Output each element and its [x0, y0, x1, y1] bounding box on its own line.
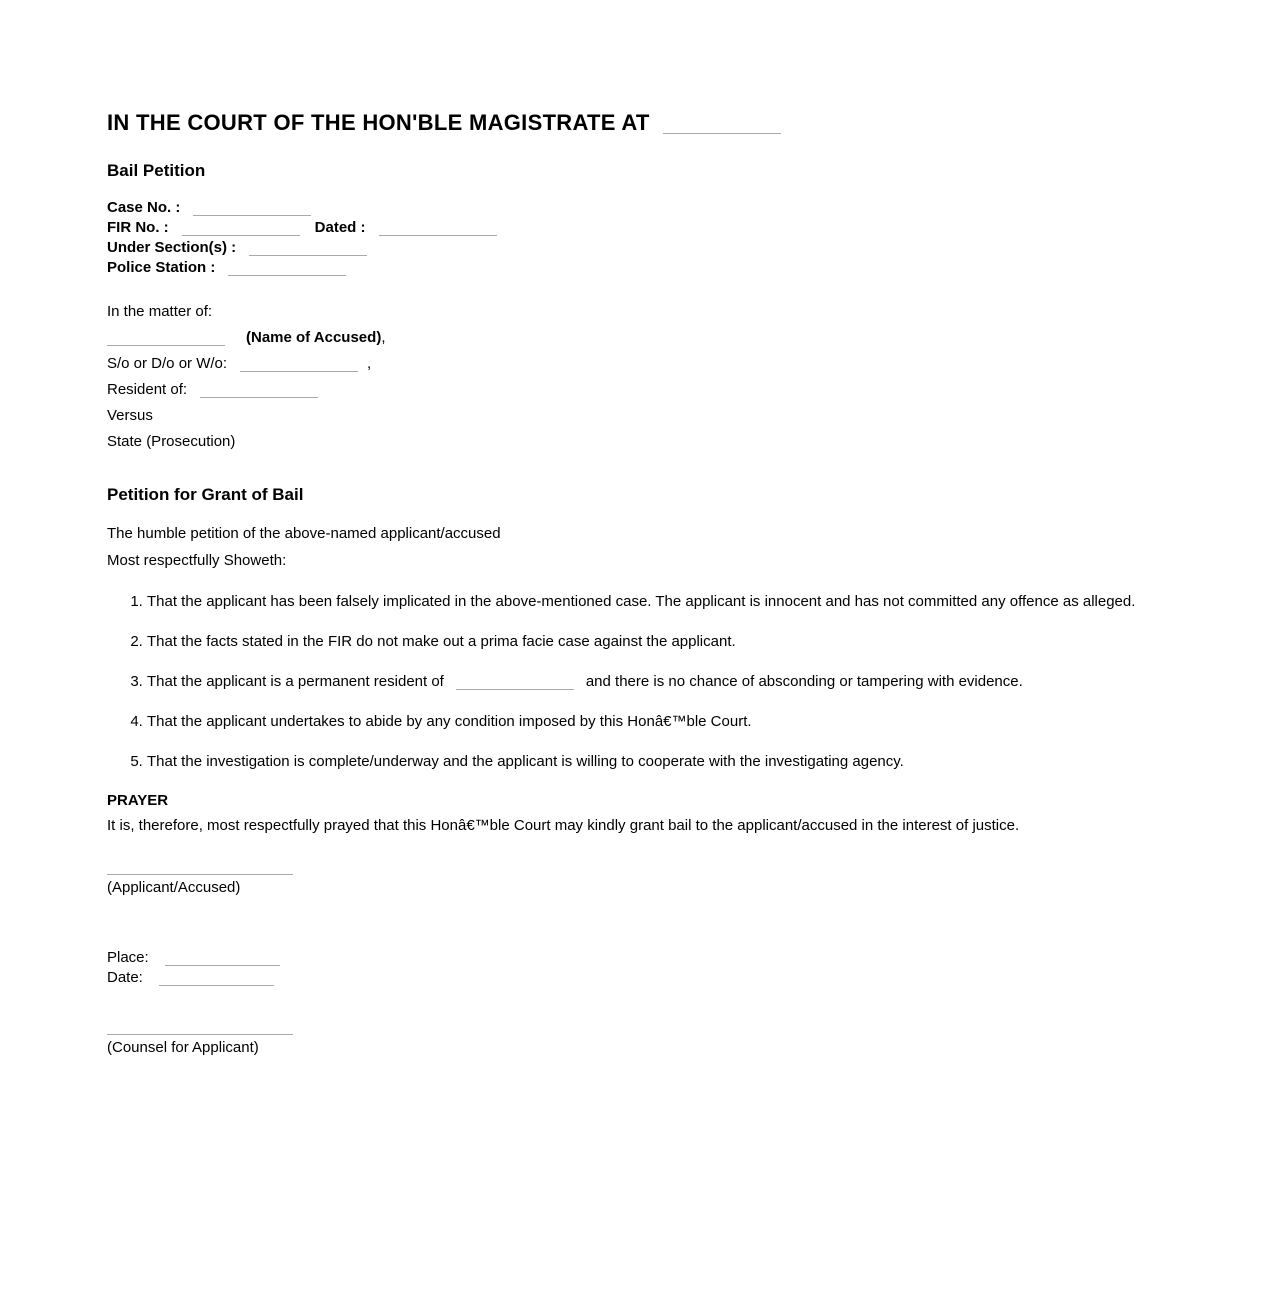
under-sections-label: Under Section(s) : [107, 238, 237, 256]
page-title [107, 110, 1171, 136]
petition-point-4 [147, 708, 1171, 736]
fir-no-label: FIR No. : [107, 218, 169, 236]
date-line [107, 968, 1171, 988]
accused-name-line [107, 325, 1171, 351]
date-blank [159, 970, 274, 986]
case-no-line [107, 198, 1171, 218]
matter-block [107, 299, 1171, 455]
police-station-line [107, 258, 1171, 278]
relation-line [107, 351, 1171, 377]
court-location-blank [663, 118, 781, 134]
matter-intro: In the matter of: [107, 302, 213, 320]
petition-points-list [107, 588, 1171, 776]
subtitle-bail-petition: Bail Petition [107, 161, 206, 181]
accused-name-label: (Name of Accused) [246, 328, 382, 346]
petition-point-2 [147, 628, 1171, 656]
resident-label: Resident of: [107, 380, 188, 398]
counsel-signature-label: (Counsel for Applicant) [107, 1039, 259, 1057]
prayer-heading: PRAYER [107, 792, 169, 810]
counsel-signature-block [107, 1034, 293, 1058]
accused-name-blank [107, 330, 225, 346]
case-no-label: Case No. : [107, 198, 181, 216]
petition-point-5 [147, 748, 1171, 776]
applicant-signature-block [107, 874, 293, 898]
petition-point-1-text: That the applicant has been falsely implicated in the above-mentioned case. The applicant is innocent and has not committed any offence as alleged. [147, 593, 1136, 611]
fir-no-line [107, 218, 1171, 238]
dated-blank [379, 220, 497, 236]
under-sections-blank [249, 240, 367, 256]
relation-blank [240, 356, 358, 372]
versus-line: Versus [107, 406, 153, 424]
document-content [107, 110, 1171, 1058]
dated-label: Dated : [314, 218, 366, 236]
police-station-label: Police Station : [107, 258, 216, 276]
petition-point-3-text-after: and there is no chance of absconding or tampering with evidence. [585, 673, 1023, 691]
prayer-text: It is, therefore, most respectfully prayed that this Honâ€™ble Court may kindly grant bail to the applicant/accused in the interest of justice. [107, 817, 1020, 835]
resident-line [107, 377, 1171, 403]
under-sections-line [107, 238, 1171, 258]
petition-heading: Petition for Grant of Bail [107, 484, 304, 504]
residence-blank [456, 674, 574, 690]
applicant-signature-label: (Applicant/Accused) [107, 879, 241, 897]
case-no-blank [193, 200, 311, 216]
police-station-blank [228, 260, 346, 276]
place-blank [165, 950, 280, 966]
case-details-block [107, 198, 1171, 278]
relation-suffix: , [367, 354, 372, 372]
petition-point-2-text: That the facts stated in the FIR do not make out a prima facie case against the applicant. [147, 633, 736, 651]
petition-point-4-text: That the applicant undertakes to abide by any condition imposed by this Honâ€™ble Court. [147, 713, 752, 731]
petition-intro [107, 520, 1171, 574]
petition-point-1 [147, 588, 1171, 616]
place-line [107, 948, 1171, 968]
petition-point-3-text-before: That the applicant is a permanent resident of [147, 673, 444, 691]
resident-blank [200, 382, 318, 398]
accused-name-suffix: , [381, 328, 386, 346]
place-date-block [107, 948, 1171, 988]
date-label: Date: [107, 969, 143, 987]
petition-point-5-text: That the investigation is complete/underway and the applicant is willing to cooperate with the investigating agency. [147, 753, 904, 771]
petition-point-3 [147, 668, 1171, 696]
page-title-text: IN THE COURT OF THE HON'BLE MAGISTRATE AT [107, 110, 650, 135]
prosecution-line: State (Prosecution) [107, 432, 236, 450]
fir-no-blank [182, 220, 300, 236]
petition-intro-line1: The humble petition of the above-named applicant/accused [107, 525, 501, 543]
relation-label: S/o or D/o or W/o: [107, 354, 228, 372]
petition-intro-line2: Most respectfully Showeth: [107, 552, 287, 570]
place-label: Place: [107, 949, 149, 967]
